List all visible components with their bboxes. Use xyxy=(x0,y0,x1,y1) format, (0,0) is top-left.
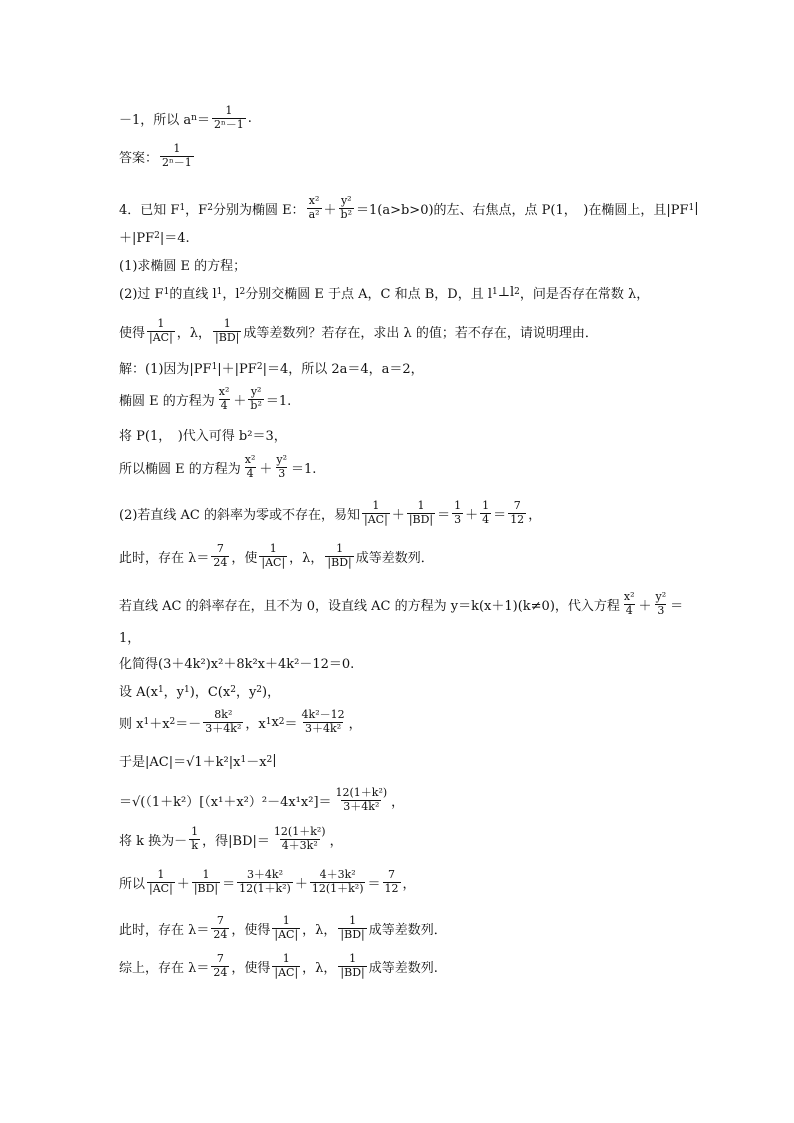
text-run: 椭圆 E 的方程为 xyxy=(119,393,215,409)
subscript: 2 xyxy=(278,717,285,727)
subscript: 2 xyxy=(230,685,236,695)
text-line xyxy=(119,104,734,132)
fraction-denominator: 12(1＋k²) xyxy=(311,881,364,895)
text-run: ＋ xyxy=(323,202,337,218)
subscript: 1 xyxy=(240,755,247,765)
text-run: |＝4. xyxy=(159,230,190,246)
text-run: )，C(x xyxy=(189,684,231,700)
text-run: ＝－ xyxy=(175,716,202,732)
fraction-numerator: y² xyxy=(340,193,352,207)
fraction xyxy=(217,386,232,412)
fraction xyxy=(383,869,401,895)
fraction-numerator: 1 xyxy=(349,913,357,927)
fraction-denominator: 12(1＋k²) xyxy=(239,881,291,895)
text-line xyxy=(119,250,734,278)
subscript: 2 xyxy=(266,755,273,765)
text-run: ＋|PF xyxy=(119,230,155,246)
subscript: 2 xyxy=(154,231,160,241)
fraction-denominator: 4 xyxy=(482,512,490,526)
fraction-numerator: 7 xyxy=(216,951,224,965)
text-run: ＝ xyxy=(493,507,507,523)
fraction-numerator: 1 xyxy=(269,541,277,555)
text-line xyxy=(119,746,734,774)
fraction-numerator: 1 xyxy=(282,913,290,927)
fraction xyxy=(339,195,354,221)
fraction xyxy=(310,869,366,895)
fraction xyxy=(192,869,220,895)
text-run: ，y xyxy=(235,684,257,700)
text-run: |＋|PF xyxy=(217,361,257,377)
fraction-denominator: 3＋4k² xyxy=(205,721,242,735)
text-run: (2)过 F xyxy=(119,286,164,302)
fraction-denominator: b² xyxy=(250,398,262,412)
text-run: 成等差数列． xyxy=(355,550,434,566)
text-run: 1， xyxy=(119,630,141,646)
text-line xyxy=(119,278,734,306)
text-run: )， xyxy=(262,684,281,700)
fraction xyxy=(211,543,229,569)
fraction-denominator: k xyxy=(191,838,198,852)
text-line xyxy=(119,708,734,736)
text-run: ，x xyxy=(245,716,266,732)
subscript: 1 xyxy=(143,717,150,727)
text-run: 成等差数列？若存在，求出 λ 的值；若不存在，请说明理由． xyxy=(243,325,598,341)
fraction xyxy=(243,454,258,480)
text-run: ，使得 xyxy=(231,922,271,938)
subscript: 1 xyxy=(163,287,170,297)
fraction-denominator: |BD| xyxy=(327,555,352,569)
fraction xyxy=(212,105,246,131)
fraction xyxy=(272,826,328,852)
fraction-numerator: 4＋3k² xyxy=(319,867,356,881)
fraction-denominator: 4 xyxy=(246,466,254,480)
text-run: ⊥l xyxy=(497,284,515,300)
text-run: 若直线 AC 的斜率存在，且不为 0，设直线 AC 的方程为 y＝k(x＋1)(k≠0)，代入方程 xyxy=(119,598,620,614)
text-run: 分别交椭圆 E 于点 A，C 和点 B，D，且 l xyxy=(245,286,493,302)
text-run: ，λ， xyxy=(289,550,324,566)
text-run: 综上，存在 λ＝ xyxy=(119,960,210,976)
subscript: 1 xyxy=(184,685,190,695)
fraction-numerator: 12(1＋k²) xyxy=(273,824,326,838)
text-run: ， xyxy=(402,876,416,892)
fraction-denominator: 24 xyxy=(213,965,228,979)
subscript: 1 xyxy=(265,717,272,727)
fraction xyxy=(622,591,637,617)
fraction-denominator: 4 xyxy=(625,603,633,617)
fraction-denominator: 3＋4k² xyxy=(305,721,342,735)
fraction xyxy=(654,591,669,617)
fraction xyxy=(407,500,435,526)
text-run: 成等差数列． xyxy=(368,922,447,938)
subscript: 2 xyxy=(256,685,263,695)
fraction xyxy=(237,869,293,895)
text-run: ＝1(a>b>0)的左、右焦点，点 P(1， )在椭圆上，且|PF xyxy=(356,202,689,218)
fraction-numerator: 1 xyxy=(282,951,290,965)
fraction-denominator: |AC| xyxy=(364,512,388,526)
subscript: 2 xyxy=(514,287,520,297)
text-run: ＋ xyxy=(391,507,405,523)
fraction xyxy=(259,543,287,569)
fraction-numerator: 12(1＋k²) xyxy=(335,785,388,799)
fraction-denominator: 3＋4k² xyxy=(343,799,380,813)
fraction xyxy=(189,826,200,852)
text-run: | xyxy=(272,752,277,768)
fraction-numerator: 1 xyxy=(173,141,181,155)
text-run: 分别为椭圆 E： xyxy=(212,202,305,218)
fraction xyxy=(272,953,300,979)
fraction-denominator: |AC| xyxy=(274,965,299,979)
fraction-denominator: |BD| xyxy=(340,965,365,979)
fraction xyxy=(248,386,263,412)
text-line xyxy=(119,914,734,942)
fraction xyxy=(160,143,194,169)
text-run: ，使得 xyxy=(231,960,271,976)
text-line xyxy=(119,385,734,413)
text-run: ＝√(（1＋k²）[（x¹＋x²）²－4x¹x²]＝ xyxy=(119,794,332,810)
text-run: ＋ xyxy=(233,393,247,409)
text-run: ＝ xyxy=(670,598,684,614)
text-run: ，F xyxy=(185,202,208,218)
text-run: ＝ xyxy=(367,876,381,892)
subscript: 1 xyxy=(688,203,695,213)
fraction-numerator: 1 xyxy=(191,824,199,838)
fraction xyxy=(147,318,175,344)
text-run: 将 P(1， )代入可得 b²＝3， xyxy=(119,428,287,444)
text-line xyxy=(119,868,734,896)
text-run: －x xyxy=(246,754,267,770)
fraction-numerator: 1 xyxy=(225,103,233,117)
fraction-numerator: 1 xyxy=(157,867,165,881)
fraction-numerator: 1 xyxy=(202,867,210,881)
fraction-denominator: |AC| xyxy=(149,330,173,344)
fraction-denominator: 3 xyxy=(657,603,665,617)
fraction xyxy=(147,869,175,895)
fraction-denominator: 12 xyxy=(510,512,525,526)
fraction-numerator: 1 xyxy=(223,316,231,330)
fraction-numerator: 7 xyxy=(513,498,521,512)
fraction xyxy=(452,500,463,526)
text-run: 化简得(3＋4k²)x²＋8k²x＋4k²－12＝0. xyxy=(119,656,355,672)
fraction-denominator: 12 xyxy=(384,881,399,895)
text-run: |＝4，所以 2a＝4，a＝2， xyxy=(262,361,424,377)
text-run: 所以椭圆 E 的方程为 xyxy=(119,461,241,477)
text-run: 成等差数列. xyxy=(368,960,438,976)
fraction-numerator: 1 xyxy=(157,316,165,330)
text-run: 则 x xyxy=(119,716,144,732)
fraction-numerator: y² xyxy=(276,452,288,466)
fraction xyxy=(338,953,366,979)
fraction-numerator: 1 xyxy=(372,498,380,512)
text-run: ，使 xyxy=(231,550,258,566)
fraction-denominator: a² xyxy=(308,207,320,221)
text-line xyxy=(119,353,734,381)
text-run: ， xyxy=(391,794,405,810)
text-run: ， xyxy=(348,716,362,732)
text-run: ＝1. xyxy=(265,393,292,409)
fraction-denominator: 4 xyxy=(220,398,228,412)
text-run: ＝ xyxy=(196,112,210,128)
text-run: 将 k 换为－ xyxy=(119,833,188,849)
fraction-numerator: x² xyxy=(218,384,230,398)
fraction-numerator: 1 xyxy=(482,498,490,512)
subscript: 1 xyxy=(216,287,223,297)
fraction xyxy=(213,318,241,344)
text-line xyxy=(119,676,734,704)
text-run: (1)求椭圆 E 的方程； xyxy=(119,258,247,274)
fraction-denominator: |AC| xyxy=(274,927,299,941)
fraction-numerator: 1 xyxy=(349,951,357,965)
text-run: ＝ xyxy=(437,507,451,523)
text-run: ， xyxy=(528,507,542,523)
fraction-denominator: 2ⁿ－1 xyxy=(213,117,244,131)
text-run: ，y xyxy=(163,684,185,700)
text-run: －1，所以 a xyxy=(119,112,192,128)
text-run: (2)若直线 AC 的斜率为零或不存在，易知 xyxy=(119,507,361,523)
text-run: ，λ， xyxy=(302,960,337,976)
subscript: 1 xyxy=(157,685,164,695)
subscript: 2 xyxy=(207,203,213,213)
text-run: ，λ， xyxy=(176,325,212,341)
fraction-numerator: 7 xyxy=(388,867,395,881)
fraction-denominator: 3 xyxy=(278,466,286,480)
text-run: 设 A(x xyxy=(119,684,158,700)
fraction xyxy=(325,543,353,569)
fraction-numerator: x² xyxy=(244,452,256,466)
text-run: x xyxy=(271,714,279,730)
text-line xyxy=(119,648,734,676)
text-run: 于是|AC|＝√1＋k²|x xyxy=(119,754,241,770)
fraction-numerator: 1 xyxy=(417,498,425,512)
text-line xyxy=(119,499,734,527)
subscript: 2 xyxy=(256,362,263,372)
text-run: ，得|BD|＝ xyxy=(202,833,270,849)
fraction xyxy=(211,915,229,941)
text-run: 此时，存在 λ＝ xyxy=(119,550,210,566)
text-run: ＝ xyxy=(222,876,236,892)
text-run: ＋ xyxy=(465,507,479,523)
text-line xyxy=(119,622,734,650)
fraction-denominator: 3 xyxy=(454,512,462,526)
text-line xyxy=(119,194,734,222)
text-run: 使得 xyxy=(119,325,146,341)
text-run: ＋ xyxy=(638,598,652,614)
fraction xyxy=(272,915,300,941)
fraction-denominator: |BD| xyxy=(408,512,434,526)
fraction xyxy=(300,709,347,735)
fraction-denominator: 24 xyxy=(213,555,228,569)
subscript: 1 xyxy=(492,287,498,297)
text-run: ＋x xyxy=(149,716,170,732)
subscript: 1 xyxy=(211,362,218,372)
subscript: n xyxy=(191,113,197,123)
fraction-numerator: 8k² xyxy=(214,707,233,721)
text-line xyxy=(119,786,734,814)
text-run: ＋ xyxy=(176,876,190,892)
fraction xyxy=(338,915,366,941)
text-line xyxy=(119,825,734,853)
fraction-denominator: 4＋3k² xyxy=(281,838,318,852)
fraction-denominator: 24 xyxy=(213,927,228,941)
text-run: 答案： xyxy=(119,150,159,166)
text-run: 解：(1)因为|PF xyxy=(119,361,212,377)
fraction xyxy=(274,454,289,480)
fraction-numerator: 1 xyxy=(336,541,344,555)
subscript: 2 xyxy=(169,717,176,727)
fraction-denominator: b² xyxy=(340,207,352,221)
fraction-denominator: |BD| xyxy=(193,881,219,895)
text-line xyxy=(119,453,734,481)
fraction-denominator: |BD| xyxy=(215,330,240,344)
text-line xyxy=(119,317,734,345)
fraction-denominator: 2ⁿ－1 xyxy=(162,155,192,169)
text-run: ＋ xyxy=(259,461,273,477)
text-run: ＝1. xyxy=(291,461,317,477)
fraction-denominator: |AC| xyxy=(149,881,173,895)
text-line xyxy=(119,542,734,570)
fraction xyxy=(334,787,390,813)
text-line xyxy=(119,142,734,170)
subscript: 1 xyxy=(179,203,186,213)
fraction xyxy=(307,195,322,221)
fraction xyxy=(362,500,390,526)
text-run: ， xyxy=(329,833,343,849)
fraction xyxy=(480,500,491,526)
text-run: | xyxy=(694,200,699,216)
fraction xyxy=(508,500,526,526)
text-run: 所以 xyxy=(119,876,146,892)
text-line xyxy=(119,590,734,618)
text-run: 的直线 l xyxy=(169,286,217,302)
fraction xyxy=(203,709,243,735)
fraction-denominator: |BD| xyxy=(340,927,365,941)
text-run: ＝ xyxy=(284,716,298,732)
text-run: ，λ， xyxy=(302,922,337,938)
text-run: ，l xyxy=(222,286,240,302)
fraction-numerator: 1 xyxy=(454,498,462,512)
fraction-numerator: 7 xyxy=(216,913,224,927)
text-run: 此时，存在 λ＝ xyxy=(119,922,210,938)
fraction-numerator: 3＋4k² xyxy=(246,867,284,881)
text-run: . xyxy=(247,110,252,126)
text-line xyxy=(119,222,734,250)
text-line xyxy=(119,420,734,448)
text-line xyxy=(119,952,734,980)
fraction-numerator: 7 xyxy=(216,541,224,555)
fraction-denominator: |AC| xyxy=(261,555,286,569)
fraction-numerator: x² xyxy=(623,589,635,603)
fraction-numerator: x² xyxy=(308,193,320,207)
fraction-numerator: 4k²－12 xyxy=(301,707,345,721)
fraction-numerator: y² xyxy=(250,384,262,398)
fraction-numerator: y² xyxy=(655,589,667,603)
text-run: ＋ xyxy=(294,876,308,892)
text-run: 4．已知 F xyxy=(119,202,180,218)
text-run: ，问是否存在常数 λ， xyxy=(519,286,650,302)
subscript: 2 xyxy=(239,287,246,297)
fraction xyxy=(211,953,229,979)
